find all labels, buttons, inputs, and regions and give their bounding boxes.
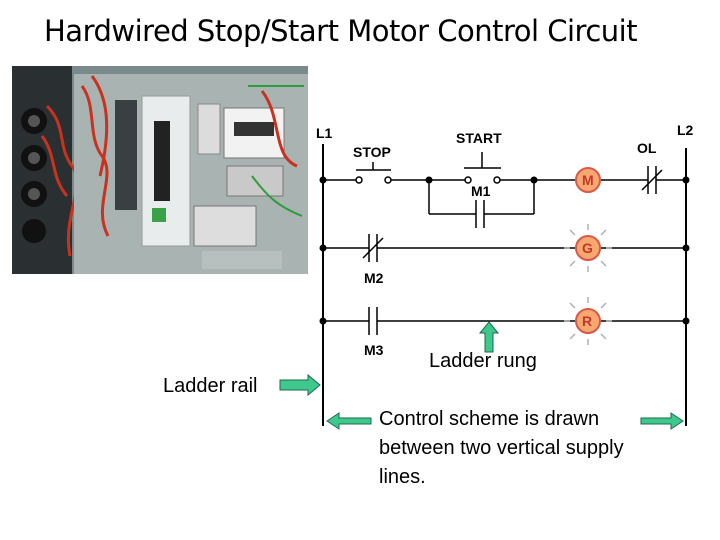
m3-label: M3 — [364, 342, 384, 358]
ladder-rail-label: Ladder rail — [163, 375, 258, 397]
m1-label: M1 — [471, 183, 491, 199]
left-arrow — [327, 413, 371, 429]
rung-arrow-up — [480, 322, 498, 352]
ol-label: OL — [637, 140, 657, 156]
green-lamp-label: G — [582, 240, 593, 256]
rail-arrow-right — [280, 375, 320, 395]
rung-3 — [320, 297, 690, 345]
rail-label-l1: L1 — [316, 125, 333, 141]
page-title: Hardwired Stop/Start Motor Control Circuit — [44, 14, 638, 48]
rung-1 — [320, 152, 690, 228]
ladder-rung-label: Ladder rung — [429, 350, 537, 372]
red-lamp-label: R — [582, 313, 593, 329]
rung-2 — [320, 224, 690, 272]
motor-lamp-label: M — [582, 172, 594, 188]
start-label: START — [456, 130, 502, 146]
rail-label-l2: L2 — [677, 122, 694, 138]
m2-label: M2 — [364, 270, 384, 286]
scheme-note: Control scheme is drawn between two vertical supply lines. — [379, 408, 624, 488]
stop-label: STOP — [353, 144, 391, 160]
